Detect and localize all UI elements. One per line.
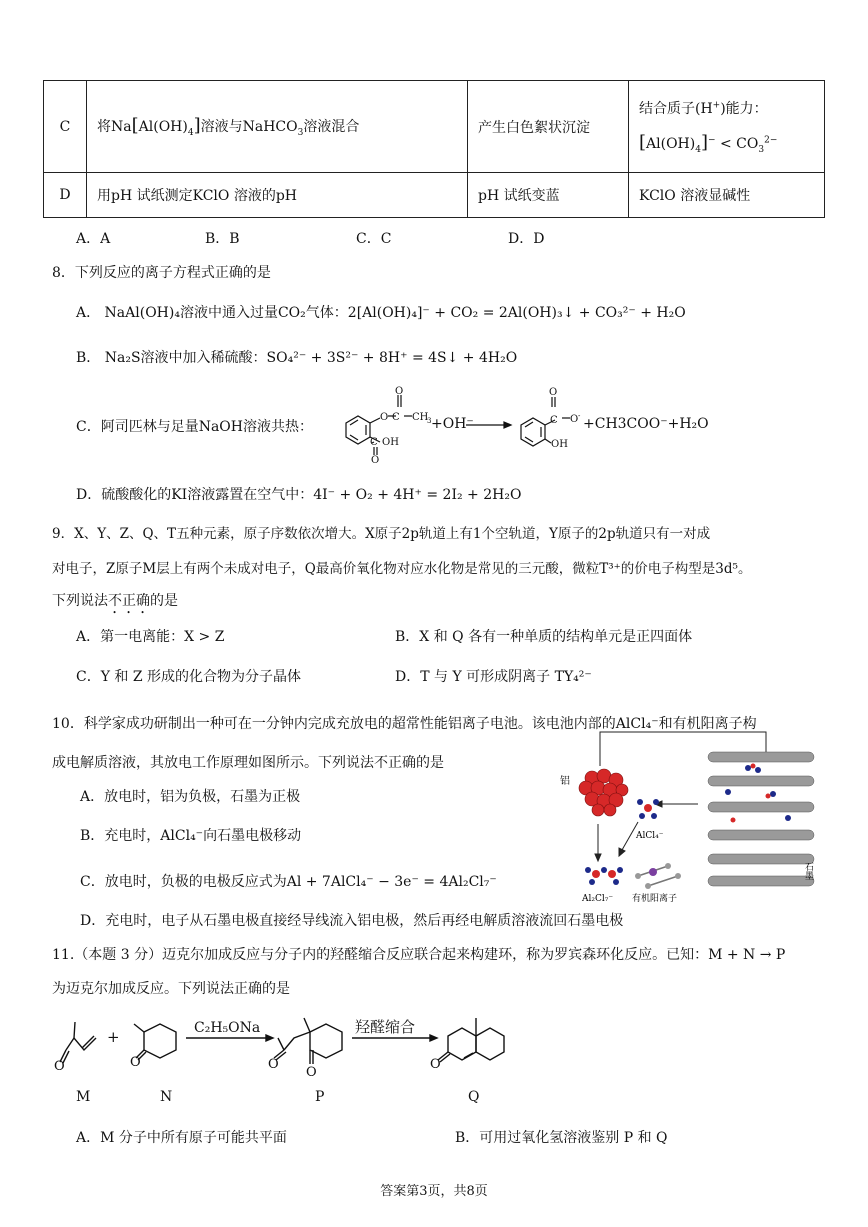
q8-c-products: +CH3COO⁻+H₂O <box>583 416 709 432</box>
label-p: P <box>315 1089 325 1105</box>
q10-option-d: D．充电时，电子从石墨电极直接经导线流入铝电极，然后再经电解质溶液流回石墨电极 <box>80 913 624 929</box>
label-n: N <box>160 1089 173 1105</box>
q9-option-c: C．Y 和 Z 形成的化合物为分子晶体 <box>76 669 302 685</box>
aluminium-electrode-icon <box>579 769 628 816</box>
q7-option-d: D．D <box>508 231 545 247</box>
aldol-step-label: 羟醛缩合 <box>355 1018 416 1036</box>
svg-text:O: O <box>130 1055 141 1070</box>
q10-option-c: C．放电时，负极的电极反应式为Al + 7AlCl₄⁻ − 3e⁻ = 4Al₂Cl₇⁻ <box>80 874 497 890</box>
q10-stem-line1: 10．科学家成功研制出一种可在一分钟内完成充放电的超常性能铝离子电池。该电池内部的AlCl₄⁻和有机阳离子构 <box>52 716 757 732</box>
q10-stem-line2: 成电解质溶液，其放电工作原理如图所示。下列说法不正确的是 <box>52 755 444 771</box>
operation-cell: 用pH 试纸测定KClO 溶液的pH <box>87 173 468 218</box>
svg-text:O: O <box>306 1065 317 1080</box>
q11-stem-line1: 11.（本题 3 分）迈克尔加成反应与分子内的羟醛缩合反应联合起来构建环，称为罗宾森环化反应。已知：M + N → P <box>52 947 786 963</box>
q11-stem-line2: 为迈克尔加成反应。下列说法正确的是 <box>52 981 290 997</box>
label-alcl4: AlCl₄⁻ <box>636 831 664 841</box>
label-graphite: 石墨 <box>803 862 813 880</box>
svg-text:C: C <box>370 437 378 448</box>
q9-stem-line1: 9．X、Y、Z、Q、T五种元素，原子序数依次增大。X原子2p轨道上有1个空轨道，Y原子的2p轨道只有一对成 <box>52 526 711 542</box>
q11-option-b: B．可用过氧化氢溶液鉴别 P 和 Q <box>455 1130 668 1146</box>
q8-c-hydroxide: +OH⁻ <box>431 416 474 432</box>
q7-option-c: C．C <box>356 231 392 247</box>
al2cl7-ion-icon <box>585 867 623 885</box>
label-al2cl7: Al₂Cl₇⁻ <box>582 894 614 904</box>
svg-text:O: O <box>430 1057 441 1072</box>
q8-option-a: A． NaAl(OH)₄溶液中通入过量CO₂气体：2[Al(OH)₄]⁻ + CO₂ = 2Al(OH)₃↓ + CO₃²⁻ + H₂O <box>76 305 686 321</box>
organic-cation-icon <box>635 863 681 889</box>
alcl4-ion-icon <box>637 799 659 819</box>
plus-sign: + <box>107 1028 120 1046</box>
q10-option-a: A．放电时，铝为负极，石墨为正极 <box>80 789 301 805</box>
svg-text:O: O <box>549 387 558 398</box>
conclusion-cell: 结合质子(H+)能力： $[Al(OH)_4]^- < CO_3^{2-}$ <box>629 81 825 173</box>
label-q: Q <box>468 1089 480 1105</box>
svg-text:-: - <box>578 412 581 420</box>
q9-option-d: D．T 与 Y 可形成阴离子 TY₄²⁻ <box>395 669 592 685</box>
svg-text:OH: OH <box>551 439 568 450</box>
intercalated-ion-icon <box>725 765 791 821</box>
svg-text:3: 3 <box>427 417 432 425</box>
q7-option-b: B．B <box>205 231 240 247</box>
q9-option-b: B．X 和 Q 各有一种单质的结构单元是正四面体 <box>395 629 693 645</box>
label-aluminium: 铝 <box>560 776 570 787</box>
operation-cell: 将$Na[Al(OH)_4]$溶液与NaHCO$_3$溶液混合 <box>87 81 468 173</box>
battery-diagram <box>558 726 820 906</box>
phenomenon-cell: 产生白色絮状沉淀 <box>468 81 629 173</box>
q7-option-a: A．A <box>76 231 111 247</box>
reagent-label: C₂H₅ONa <box>194 1020 261 1036</box>
q9-stem-line2: 对电子，Z原子M层上有两个未成对电子，Q最高价氧化物对应水化物是常见的三元酸，微粒T³⁺的价电子构型是3d⁵。 <box>52 561 752 577</box>
svg-text:C: C <box>392 412 400 423</box>
svg-text:O: O <box>268 1057 279 1072</box>
q9-option-a: A．第一电离能：X > Z <box>76 629 225 645</box>
svg-text:O: O <box>395 386 404 397</box>
svg-text:CH: CH <box>412 412 429 423</box>
label-organic-cation: 有机阳离子 <box>632 894 678 904</box>
q8-option-b: B． Na₂S溶液中加入稀硫酸：SO₄²⁻ + 3S²⁻ + 8H⁺ = 4S↓ + 4H₂O <box>76 350 518 366</box>
graphite-electrode-icon <box>708 752 814 886</box>
svg-text:OH: OH <box>382 437 399 448</box>
row-label: C <box>44 81 87 173</box>
svg-text:O: O <box>371 455 380 466</box>
conclusion-cell: KClO 溶液显碱性 <box>629 173 825 218</box>
q8-stem: 8．下列反应的离子方程式正确的是 <box>52 265 271 281</box>
table-row-d <box>44 173 825 218</box>
row-label: D <box>44 173 87 218</box>
svg-text:O: O <box>380 412 389 423</box>
q8-option-d: D．硫酸酸化的KI溶液露置在空气中：4I⁻ + O₂ + 4H⁺ = 2I₂ + 2H₂O <box>76 487 522 503</box>
q9-stem-line3: 下列说法不正确的是 <box>52 593 178 609</box>
q11-option-a: A．M 分子中所有原子可能共平面 <box>76 1130 287 1146</box>
answer-table <box>43 80 825 218</box>
label-m: M <box>76 1089 91 1105</box>
page-footer: 答案第3页，共8页 <box>380 1184 488 1199</box>
q10-option-b: B．充电时，AlCl₄⁻向石墨电极移动 <box>80 828 302 844</box>
svg-text:O: O <box>54 1059 65 1074</box>
robinson-annulation-diagram <box>52 1010 522 1080</box>
q8-option-c-text: C．阿司匹林与足量NaOH溶液共热： <box>76 419 313 435</box>
table-row-c <box>44 81 825 173</box>
svg-text:C: C <box>550 415 558 426</box>
svg-text:O: O <box>570 414 579 425</box>
phenomenon-cell: pH 试纸变蓝 <box>468 173 629 218</box>
